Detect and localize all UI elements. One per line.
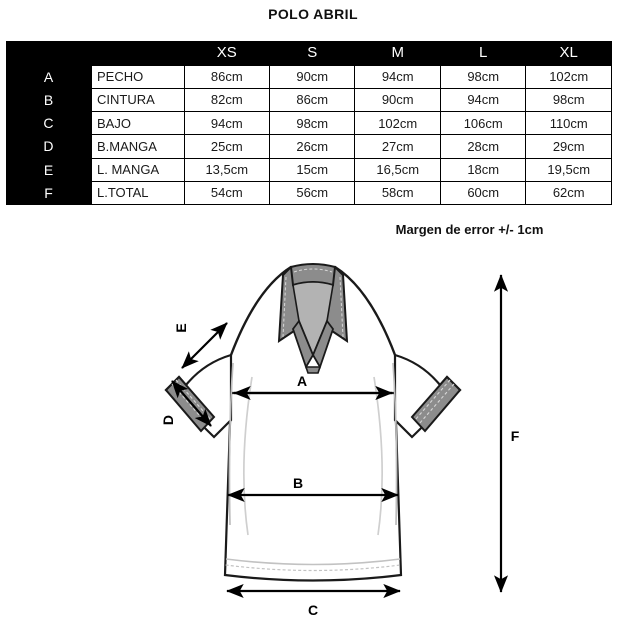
- error-margin-note: Margen de error +/- 1cm: [395, 222, 544, 237]
- cell-lmanga-s: 15cm: [270, 158, 355, 181]
- measure-label-d: D: [160, 414, 176, 426]
- cell-ltotal-l: 60cm: [440, 181, 525, 204]
- cell-bajo-xs: 94cm: [184, 112, 269, 135]
- measurements-table: [6, 41, 612, 205]
- row-letter-c: C: [6, 112, 91, 135]
- cell-lmanga-xl: 19,5cm: [526, 158, 612, 181]
- cell-bmanga-l: 28cm: [440, 135, 525, 158]
- table-row: [6, 158, 612, 181]
- table-row: [6, 88, 612, 111]
- header-letter-blank: [6, 41, 91, 65]
- cell-cintura-s: 86cm: [270, 88, 355, 111]
- table-row: [6, 112, 612, 135]
- cell-cintura-m: 90cm: [355, 88, 440, 111]
- header-size-s: S: [270, 41, 355, 65]
- cell-bmanga-s: 26cm: [270, 135, 355, 158]
- row-letter-a: A: [6, 65, 91, 88]
- cell-cintura-xs: 82cm: [184, 88, 269, 111]
- cell-cintura-l: 94cm: [440, 88, 525, 111]
- cell-bajo-xl: 110cm: [526, 112, 612, 135]
- cell-cintura-xl: 98cm: [526, 88, 612, 111]
- row-name-bajo: BAJO: [91, 112, 184, 135]
- table-header-row: [6, 41, 612, 65]
- cell-ltotal-xs: 54cm: [184, 181, 269, 204]
- header-size-m: M: [355, 41, 440, 65]
- cell-lmanga-m: 16,5cm: [355, 158, 440, 181]
- measure-label-e: E: [173, 323, 189, 333]
- cell-lmanga-xs: 13,5cm: [184, 158, 269, 181]
- cell-pecho-m: 94cm: [355, 65, 440, 88]
- polo-body-shape: [225, 393, 401, 581]
- header-size-xs: XS: [184, 41, 269, 65]
- page-title: POLO ABRIL: [268, 6, 358, 22]
- header-size-l: L: [440, 41, 525, 65]
- polo-measurement-diagram: [0, 245, 626, 633]
- size-chart-table: [6, 41, 612, 205]
- cell-lmanga-l: 18cm: [440, 158, 525, 181]
- table-row: [6, 65, 612, 88]
- cell-pecho-xl: 102cm: [526, 65, 612, 88]
- cell-bajo-m: 102cm: [355, 112, 440, 135]
- cell-bmanga-m: 27cm: [355, 135, 440, 158]
- cell-pecho-xs: 86cm: [184, 65, 269, 88]
- placket-bottom: [306, 367, 320, 373]
- cell-ltotal-m: 58cm: [355, 181, 440, 204]
- cell-bajo-l: 106cm: [440, 112, 525, 135]
- measure-label-c: C: [307, 602, 319, 618]
- cell-pecho-l: 98cm: [440, 65, 525, 88]
- cell-ltotal-s: 56cm: [270, 181, 355, 204]
- cell-bmanga-xs: 25cm: [184, 135, 269, 158]
- row-name-lmanga: L. MANGA: [91, 158, 184, 181]
- row-letter-f: F: [6, 181, 91, 204]
- header-name-blank: [91, 41, 184, 65]
- measure-label-f: F: [510, 428, 520, 444]
- row-letter-b: B: [6, 88, 91, 111]
- measure-label-a: A: [296, 373, 308, 389]
- cell-pecho-s: 90cm: [270, 65, 355, 88]
- measure-label-b: B: [292, 475, 304, 491]
- row-name-cintura: CINTURA: [91, 88, 184, 111]
- row-name-ltotal: L.TOTAL: [91, 181, 184, 204]
- cell-ltotal-xl: 62cm: [526, 181, 612, 204]
- table-row: [6, 181, 612, 204]
- table-row: [6, 135, 612, 158]
- row-name-bmanga: B.MANGA: [91, 135, 184, 158]
- cell-bmanga-xl: 29cm: [526, 135, 612, 158]
- row-letter-d: D: [6, 135, 91, 158]
- header-size-xl: XL: [526, 41, 612, 65]
- row-name-pecho: PECHO: [91, 65, 184, 88]
- cell-bajo-s: 98cm: [270, 112, 355, 135]
- row-letter-e: E: [6, 158, 91, 181]
